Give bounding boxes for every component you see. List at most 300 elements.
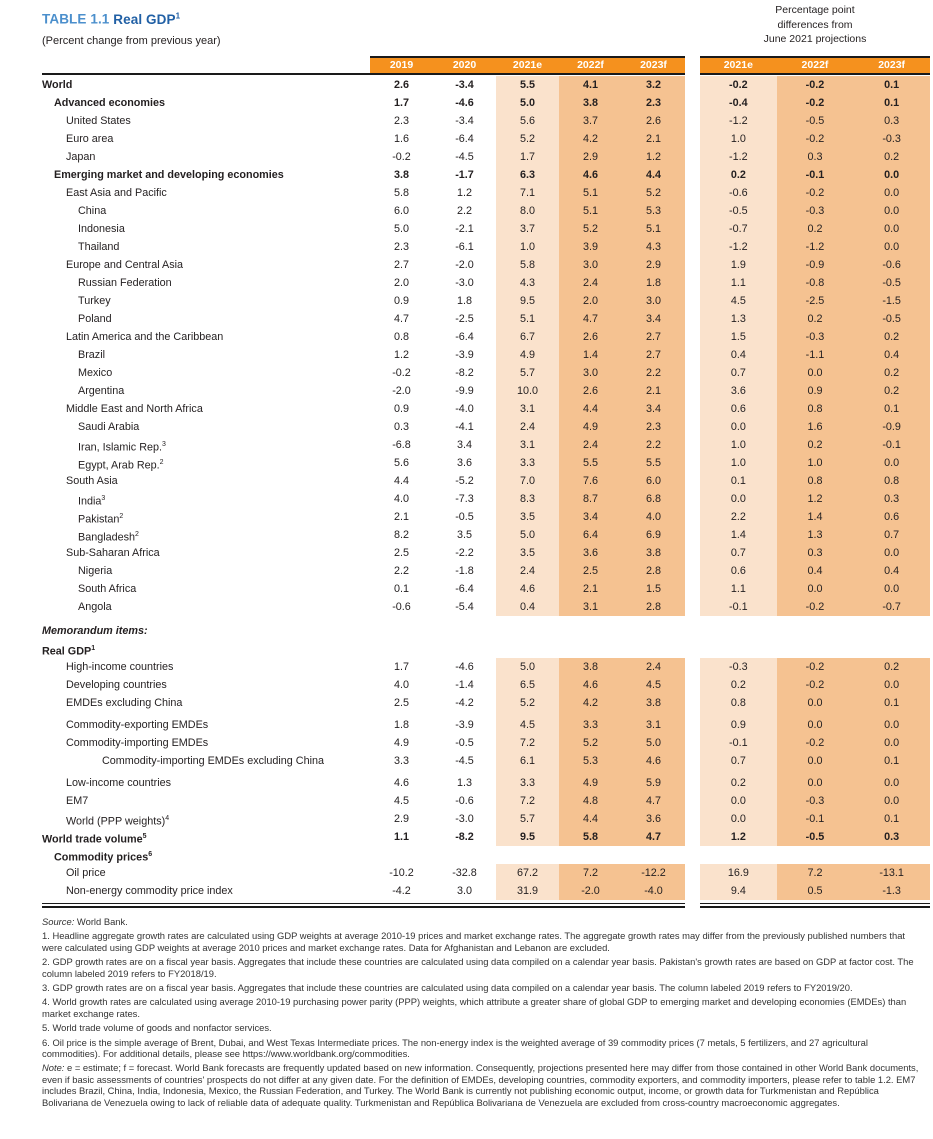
block-gap [685, 734, 700, 752]
value-cell: 2.4 [559, 436, 622, 454]
footnote: Note: e = estimate; f = forecast. World Bank forecasts are frequently updated based on new information. Consequently, projections presented here may differ from those contained in other World Bank documents, even if basic assessments of countries' prospects do not differ at any given date. For the definition of EMDEs, developing countries, commodity exporters, and commodity importers, please refer to table 1.2. EM7 includes Brazil, China, India, Indonesia, Mexico, the Russian Federation, and Turkey. The World Bank is currently not publishing economic output, income, or growth data for Turkmenistan and República Bolivariana de Venezuela owing to lack of reliable data of adequate quality. Turkmenistan and República Bolivariana de Venezuela are excluded from cross-country macroeconomic aggregates. [42, 1062, 919, 1108]
value-cell: -4.5 [455, 754, 474, 767]
value-cell: 5.3 [559, 752, 622, 770]
diff-cell: 0.3 [853, 490, 930, 508]
block-gap [685, 770, 700, 792]
table-row [42, 864, 930, 882]
footnote-marker: 1 [91, 644, 96, 652]
value-cell: 4.2 [559, 130, 622, 148]
value-cell: 7.6 [559, 472, 622, 490]
diff-cell: -0.5 [777, 828, 854, 846]
value-cell: -1.7 [455, 168, 474, 181]
diff-cell: 0.1 [700, 472, 777, 490]
diff-cell: 0.2 [777, 310, 854, 328]
column-header-2023f: 2023f [640, 59, 667, 71]
value-cell: -0.5 [455, 510, 474, 523]
row-label: Mexico [78, 366, 113, 379]
row-label: Commodity-importing EMDEs [66, 736, 209, 749]
block-gap [685, 810, 700, 828]
diff-cell: 0.8 [777, 400, 854, 418]
diff-cell: 3.6 [700, 382, 777, 400]
value-cell: 2.6 [559, 382, 622, 400]
value-cell: 2.8 [622, 598, 685, 616]
value-cell: 5.7 [496, 364, 559, 382]
table-row [42, 508, 930, 526]
diff-cell: 1.0 [700, 436, 777, 454]
block-gap [685, 694, 700, 712]
row-label: Nigeria [78, 564, 113, 577]
value-cell: 1.8 [393, 718, 409, 731]
value-cell: 7.0 [496, 472, 559, 490]
value-cell: -4.6 [455, 660, 474, 673]
diff-cell: -0.5 [777, 112, 854, 130]
row-label: Developing countries [66, 678, 167, 691]
value-cell: 2.9 [559, 148, 622, 166]
row-label: Angola [78, 600, 112, 613]
value-cell: 2.5 [559, 562, 622, 580]
value-cell: -2.5 [455, 312, 474, 325]
block-gap [685, 364, 700, 382]
block-gap [685, 202, 700, 220]
row-label: Middle East and North Africa [66, 402, 203, 415]
value-cell: 6.9 [622, 526, 685, 544]
diff-cell: 0.3 [853, 828, 930, 846]
value-cell: 8.2 [393, 528, 409, 541]
diff-cell: 0.2 [853, 148, 930, 166]
diff-cell: 1.0 [700, 454, 777, 472]
value-cell: 3.6 [456, 456, 472, 469]
value-cell: -1.4 [455, 678, 474, 691]
value-cell: 4.2 [559, 694, 622, 712]
diff-cell: 0.0 [853, 734, 930, 752]
diff-cell: -0.1 [700, 734, 777, 752]
value-cell: 4.4 [393, 474, 409, 487]
year-columns-header [370, 56, 685, 73]
value-cell: 6.7 [496, 328, 559, 346]
value-cell: 5.0 [393, 222, 409, 235]
label-column-spacer [42, 56, 370, 73]
block-gap [685, 526, 700, 544]
row-label: South Africa [78, 582, 137, 595]
value-cell: 2.4 [622, 658, 685, 676]
table-row [42, 792, 930, 810]
table-row [42, 400, 930, 418]
diff-cell: -0.3 [777, 328, 854, 346]
footnote: 1. Headline aggregate growth rates are calculated using GDP weights at average 2010-19 prices and market exchange rates. The aggregate growth rates may differ from the previously published numbers that were calculated using GDP weights at average 2010 prices and market exchange rates. Data for Afghanistan and Lebanon are excluded. [42, 930, 906, 953]
row-label: Advanced economies [54, 96, 166, 109]
value-cell: 1.7 [496, 148, 559, 166]
value-cell: 5.0 [622, 734, 685, 752]
value-cell: 0.8 [393, 330, 409, 343]
value-cell: 1.8 [456, 294, 472, 307]
diff-cell: 0.2 [700, 770, 777, 792]
value-cell: 2.4 [496, 418, 559, 436]
value-cell: 3.8 [559, 658, 622, 676]
header-rule [42, 73, 930, 75]
block-gap [685, 580, 700, 598]
diff-column-header-2021e: 2021e [723, 59, 753, 71]
diff-cell: 0.0 [853, 238, 930, 256]
value-cell: 2.0 [559, 292, 622, 310]
diff-cell [853, 846, 930, 864]
table-header [42, 56, 930, 73]
block-gap [685, 292, 700, 310]
table-row [42, 220, 930, 238]
value-cell: 3.0 [622, 292, 685, 310]
row-label: Emerging market and developing economies [54, 168, 284, 181]
diff-columns-header [700, 56, 930, 73]
value-cell: 3.0 [456, 884, 472, 897]
diff-cell [853, 640, 930, 658]
value-cell: -0.2 [392, 366, 411, 379]
diff-cell: 1.0 [777, 454, 854, 472]
value-cell: 3.0 [559, 364, 622, 382]
diff-cell: 0.0 [853, 712, 930, 734]
value-cell: 1.8 [622, 274, 685, 292]
diff-cell: 1.4 [700, 526, 777, 544]
diff-cell: -0.4 [700, 94, 777, 112]
value-cell: 2.8 [622, 562, 685, 580]
value-cell: 3.4 [622, 400, 685, 418]
diff-cell: -0.2 [777, 94, 854, 112]
value-cell: 5.0 [496, 526, 559, 544]
diff-cell: -0.3 [853, 130, 930, 148]
row-label: Saudi Arabia [78, 420, 140, 433]
value-cell: 5.1 [559, 202, 622, 220]
value-cell [496, 622, 559, 640]
value-cell: 4.0 [393, 492, 409, 505]
value-cell: -8.2 [455, 830, 474, 843]
value-cell: 2.4 [559, 274, 622, 292]
value-cell [370, 846, 433, 864]
diff-column-header-2023f: 2023f [878, 59, 906, 71]
diff-cell: -0.3 [777, 792, 854, 810]
value-cell: 4.4 [622, 166, 685, 184]
block-gap [685, 166, 700, 184]
value-cell: 6.1 [496, 752, 559, 770]
value-cell: -2.0 [455, 258, 474, 271]
value-cell: 3.8 [559, 94, 622, 112]
diff-cell: 0.0 [777, 694, 854, 712]
table-row [42, 472, 930, 490]
block-gap [685, 436, 700, 454]
diff-cell: -0.2 [700, 76, 777, 94]
row-label: Russian Federation [78, 276, 172, 289]
value-cell: -32.8 [452, 866, 477, 879]
footnote-marker: 2 [159, 458, 164, 466]
value-cell: 5.0 [496, 94, 559, 112]
value-cell: -3.9 [455, 348, 474, 361]
row-label: World [42, 78, 73, 91]
value-cell [622, 846, 685, 864]
value-cell: 3.1 [622, 712, 685, 734]
value-cell: 4.7 [559, 310, 622, 328]
block-gap [685, 130, 700, 148]
value-cell: -2.0 [392, 384, 411, 397]
diff-cell: 0.6 [700, 400, 777, 418]
value-cell: 1.2 [393, 348, 409, 361]
diff-cell: 0.0 [853, 166, 930, 184]
value-cell: 5.0 [496, 658, 559, 676]
table-row [42, 328, 930, 346]
diff-cell: 1.2 [700, 828, 777, 846]
value-cell: 4.0 [393, 678, 409, 691]
diff-cell: 1.2 [777, 490, 854, 508]
block-gap [685, 76, 700, 94]
diff-caption-line-1: Percentage point [775, 4, 855, 16]
value-cell: 3.8 [622, 694, 685, 712]
diff-cell: -1.3 [853, 882, 930, 900]
value-cell: 3.3 [496, 454, 559, 472]
value-cell: -6.4 [455, 132, 474, 145]
diff-cell: 0.2 [853, 364, 930, 382]
value-cell: 2.0 [393, 276, 409, 289]
value-cell: -12.2 [622, 864, 685, 882]
block-gap [685, 148, 700, 166]
value-cell [433, 846, 496, 864]
block-gap [685, 238, 700, 256]
value-cell: 6.3 [496, 166, 559, 184]
diff-cell: 2.2 [700, 508, 777, 526]
diff-cell: -0.2 [777, 658, 854, 676]
diff-cell: -0.2 [777, 130, 854, 148]
table-row [42, 454, 930, 472]
value-cell: 4.1 [559, 76, 622, 94]
diff-cell: 1.1 [700, 580, 777, 598]
footnote-marker: 4 [165, 814, 170, 822]
column-header-2020: 2020 [452, 59, 477, 71]
value-cell: 2.3 [622, 94, 685, 112]
value-cell: 3.6 [622, 810, 685, 828]
footnote-marker: 3 [101, 494, 106, 502]
value-cell: 3.5 [456, 528, 472, 541]
block-gap [685, 382, 700, 400]
value-cell: -4.0 [622, 882, 685, 900]
row-label: Pakistan$^2$ [78, 512, 124, 526]
value-cell: 1.5 [622, 580, 685, 598]
row-label: Real GDP$^1$ [42, 644, 96, 658]
value-cell: 6.5 [496, 676, 559, 694]
table-row [42, 882, 930, 900]
row-label: Japan [66, 150, 96, 163]
diff-cell: 0.7 [700, 364, 777, 382]
diff-caption-line-2: differences from [777, 18, 853, 31]
value-cell: 1.7 [393, 96, 409, 109]
value-cell [496, 640, 559, 658]
value-cell: -6.4 [455, 582, 474, 595]
diff-cell: 0.1 [853, 94, 930, 112]
footnote: 5. World trade volume of goods and nonfactor services. [42, 1022, 272, 1034]
value-cell: -10.2 [389, 866, 414, 879]
row-label: EM7 [66, 794, 89, 807]
value-cell: 5.8 [393, 186, 409, 199]
table-name: Real GDP$^1$ [113, 11, 181, 27]
diff-cell: 0.7 [700, 544, 777, 562]
row-label: Brazil [78, 348, 105, 361]
diff-cell: -0.2 [777, 598, 854, 616]
diff-cell [777, 622, 854, 640]
diff-cell: 0.1 [853, 400, 930, 418]
value-cell: 2.2 [622, 364, 685, 382]
footnote: 6. Oil price is the simple average of Brent, Dubai, and West Texas Intermediate prices. The non-energy index is the weighted average of 39 commodity prices (7 metals, 5 fertilizers, and 27 agricultural commodities). For additional details, please see https://www.worldbank.org/commodities. [42, 1036, 868, 1060]
value-cell: 2.5 [393, 696, 409, 709]
value-cell: 3.4 [456, 438, 472, 451]
value-cell: 1.3 [456, 776, 472, 789]
diff-cell: 0.0 [700, 418, 777, 436]
row-label: Oil price [66, 866, 106, 879]
value-cell: 2.6 [622, 112, 685, 130]
value-cell: -8.2 [455, 366, 474, 379]
diff-cell: -0.2 [777, 734, 854, 752]
diff-cell: 1.4 [777, 508, 854, 526]
value-cell: 0.3 [393, 420, 409, 433]
diff-cell: -0.3 [700, 658, 777, 676]
diff-cell: -0.5 [700, 202, 777, 220]
block-gap [685, 828, 700, 846]
value-cell: 4.8 [559, 792, 622, 810]
value-cell: 4.5 [496, 712, 559, 734]
value-cell: -3.4 [455, 78, 474, 91]
table-title-block [42, 11, 221, 47]
table-row [42, 202, 930, 220]
value-cell: 5.1 [559, 184, 622, 202]
table-row [42, 166, 930, 184]
value-cell: 3.1 [496, 436, 559, 454]
diff-cell: 0.1 [853, 752, 930, 770]
block-gap [685, 94, 700, 112]
footnote-prefix: 6. [42, 1036, 53, 1048]
diff-cell: -0.5 [853, 274, 930, 292]
diff-cell: 0.0 [700, 490, 777, 508]
diff-cell: 0.0 [853, 184, 930, 202]
table-row [42, 752, 930, 770]
value-cell: -6.1 [455, 240, 474, 253]
table-row [42, 130, 930, 148]
value-cell: 1.4 [559, 346, 622, 364]
value-cell: -7.3 [455, 492, 474, 505]
block-gap [685, 112, 700, 130]
row-label: China [78, 204, 107, 217]
table-row [42, 526, 930, 544]
diff-cell: -1.5 [853, 292, 930, 310]
value-cell: -6.8 [392, 438, 411, 451]
block-gap [685, 752, 700, 770]
table-row [42, 828, 930, 846]
diff-cell: 0.0 [853, 202, 930, 220]
value-cell: -4.5 [455, 150, 474, 163]
gdp-table [42, 56, 930, 908]
value-cell: -5.4 [455, 600, 474, 613]
block-gap [685, 56, 700, 73]
footnote-prefix: Note: [42, 1062, 68, 1074]
block-gap [685, 562, 700, 580]
value-cell: -3.4 [455, 114, 474, 127]
diff-cell: -1.2 [700, 238, 777, 256]
row-label: Europe and Central Asia [66, 258, 184, 271]
row-label: India$^3$ [78, 494, 106, 508]
table-row [42, 184, 930, 202]
footnote-prefix: 3. [42, 982, 53, 994]
diff-cell: 0.2 [853, 328, 930, 346]
row-label: Thailand [78, 240, 120, 253]
value-cell: 5.2 [496, 130, 559, 148]
value-cell: 4.4 [559, 810, 622, 828]
diff-cell: -0.7 [853, 598, 930, 616]
diff-cell: 0.1 [853, 810, 930, 828]
value-cell: 31.9 [496, 882, 559, 900]
diff-cell: -0.9 [777, 256, 854, 274]
row-label: EMDEs excluding China [66, 696, 183, 709]
value-cell [370, 622, 433, 640]
value-cell: 5.3 [622, 202, 685, 220]
value-cell: 7.1 [496, 184, 559, 202]
value-cell: 3.3 [559, 712, 622, 734]
value-cell: 9.5 [496, 292, 559, 310]
value-cell [559, 640, 622, 658]
value-cell: 1.2 [456, 186, 472, 199]
diff-cell: 0.3 [777, 544, 854, 562]
value-cell: -0.2 [392, 150, 411, 163]
row-label: East Asia and Pacific [66, 186, 167, 199]
value-cell: 3.3 [496, 770, 559, 792]
value-cell: -1.8 [455, 564, 474, 577]
diff-cell: 1.1 [700, 274, 777, 292]
value-cell: 2.1 [393, 510, 409, 523]
diff-caption-line-3: June 2021 projections [763, 33, 867, 45]
value-cell: -4.6 [455, 96, 474, 109]
value-cell: 1.7 [393, 660, 409, 673]
value-cell: -0.5 [455, 736, 474, 749]
value-cell: -6.4 [455, 330, 474, 343]
diff-cell: 9.4 [700, 882, 777, 900]
value-cell: 2.9 [393, 812, 409, 825]
block-gap [685, 418, 700, 436]
diff-cell: -13.1 [853, 864, 930, 882]
value-cell: 3.2 [622, 76, 685, 94]
block-gap [685, 598, 700, 616]
table-row [42, 346, 930, 364]
footnote-marker: 2 [135, 530, 139, 538]
value-cell: 1.0 [496, 238, 559, 256]
value-cell [622, 622, 685, 640]
row-label: Iran, Islamic Rep.$^3$ [78, 440, 166, 454]
diff-cell: 0.2 [853, 658, 930, 676]
row-label: Indonesia [78, 222, 125, 235]
diff-cell: 0.8 [853, 472, 930, 490]
diff-cell: -0.3 [777, 202, 854, 220]
value-cell: 5.1 [496, 310, 559, 328]
value-cell: -5.2 [455, 474, 474, 487]
value-cell: 0.1 [393, 582, 409, 595]
block-gap [685, 792, 700, 810]
row-label: Poland [78, 312, 112, 325]
value-cell: -4.1 [455, 420, 474, 433]
diff-cell [777, 640, 854, 658]
diff-cell: 1.5 [700, 328, 777, 346]
diff-cell: 0.2 [777, 436, 854, 454]
footnote: Source: World Bank. [42, 916, 128, 927]
block-gap [685, 256, 700, 274]
diff-cell: 0.4 [853, 562, 930, 580]
value-cell: 3.8 [393, 168, 409, 181]
table-row [42, 734, 930, 752]
value-cell: 6.0 [393, 204, 409, 217]
value-cell: -9.9 [455, 384, 474, 397]
value-cell: 2.2 [456, 204, 472, 217]
row-label: Commodity-exporting EMDEs [66, 718, 209, 731]
value-cell: 2.1 [622, 130, 685, 148]
page-title [42, 11, 221, 27]
